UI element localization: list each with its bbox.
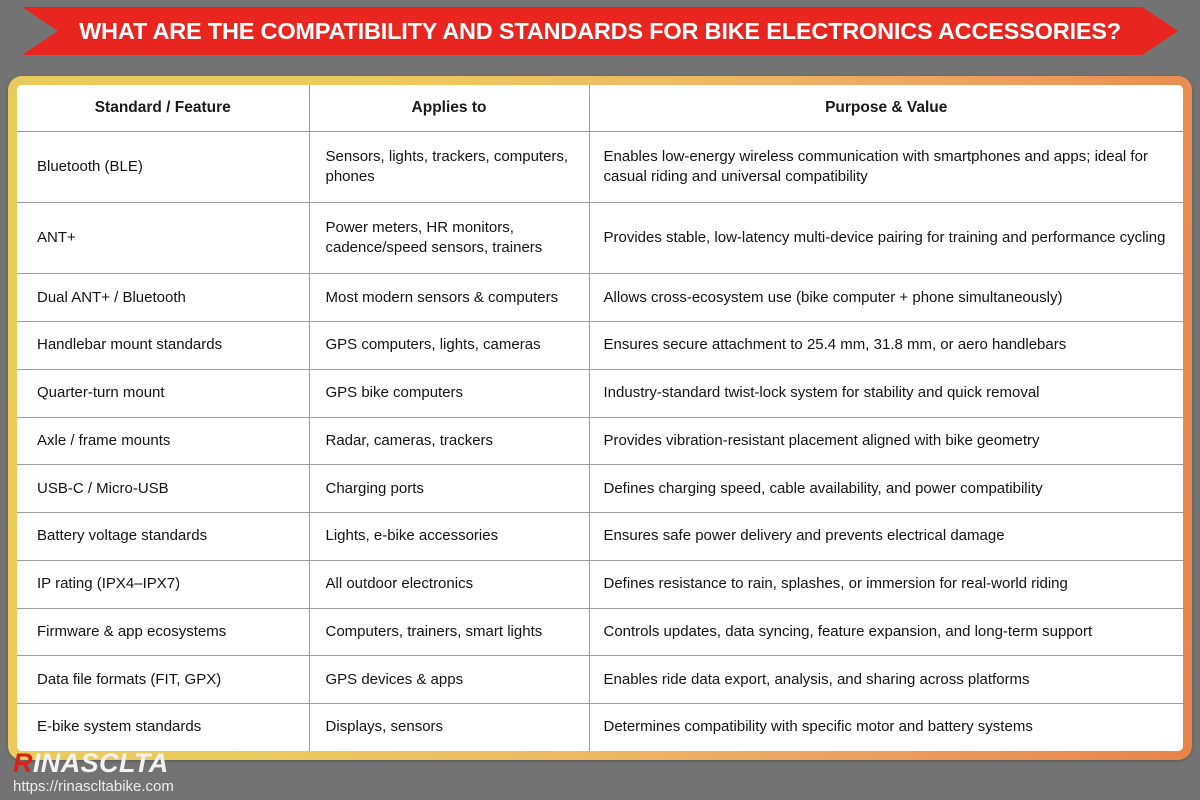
cell-standard: Firmware & app ecosystems: [17, 608, 309, 656]
cell-purpose: Enables low-energy wireless communication with smartphones and apps; ideal for casual riding and universal compatibility: [589, 132, 1183, 203]
table-card: [8, 76, 1192, 760]
cell-applies-to: GPS computers, lights, cameras: [309, 322, 589, 370]
cell-standard: Battery voltage standards: [17, 513, 309, 561]
cell-standard: Dual ANT+ / Bluetooth: [17, 274, 309, 322]
table-card-inner: [17, 85, 1183, 751]
cell-applies-to: Lights, e-bike accessories: [309, 513, 589, 561]
cell-applies-to: GPS bike computers: [309, 369, 589, 417]
cell-standard: Data file formats (FIT, GPX): [17, 656, 309, 704]
cell-standard: IP rating (IPX4–IPX7): [17, 560, 309, 608]
column-header-applies-to: Applies to: [309, 85, 589, 132]
cell-purpose: Controls updates, data syncing, feature expansion, and long-term support: [589, 608, 1183, 656]
cell-applies-to: Displays, sensors: [309, 704, 589, 751]
table-row: [17, 656, 1183, 704]
cell-applies-to: All outdoor electronics: [309, 560, 589, 608]
cell-applies-to: Most modern sensors & computers: [309, 274, 589, 322]
cell-applies-to: GPS devices & apps: [309, 656, 589, 704]
cell-purpose: Provides vibration-resistant placement aligned with bike geometry: [589, 417, 1183, 465]
cell-standard: E-bike system standards: [17, 704, 309, 751]
rinasclta-logo: [13, 750, 433, 777]
column-header-standard: Standard / Feature: [17, 85, 309, 132]
cell-purpose: Defines charging speed, cable availability, and power compatibility: [589, 465, 1183, 513]
table-row: [17, 560, 1183, 608]
site-url: https://rinascltabike.com: [13, 778, 174, 795]
table-row: [17, 203, 1183, 274]
cell-standard: Axle / frame mounts: [17, 417, 309, 465]
logo-wordmark: INASCLTA: [32, 748, 169, 778]
logo-mark-letter: R: [13, 748, 33, 778]
cell-purpose: Ensures secure attachment to 25.4 mm, 31.8 mm, or aero handlebars: [589, 322, 1183, 370]
footer-brand: [13, 750, 433, 798]
cell-purpose: Enables ride data export, analysis, and sharing across platforms: [589, 656, 1183, 704]
header-banner: [0, 7, 1200, 55]
table-row: [17, 513, 1183, 561]
standards-table: [17, 85, 1183, 751]
cell-purpose: Industry-standard twist-lock system for stability and quick removal: [589, 369, 1183, 417]
cell-purpose: Ensures safe power delivery and prevents electrical damage: [589, 513, 1183, 561]
table-row: [17, 417, 1183, 465]
cell-standard: ANT+: [17, 203, 309, 274]
table-header-row: [17, 85, 1183, 132]
cell-applies-to: Charging ports: [309, 465, 589, 513]
table-row: [17, 608, 1183, 656]
cell-applies-to: Power meters, HR monitors, cadence/speed sensors, trainers: [309, 203, 589, 274]
cell-applies-to: Computers, trainers, smart lights: [309, 608, 589, 656]
cell-standard: Bluetooth (BLE): [17, 132, 309, 203]
cell-purpose: Provides stable, low-latency multi-device pairing for training and performance cycling: [589, 203, 1183, 274]
table-header: [17, 85, 1183, 132]
table-body: [17, 132, 1183, 752]
cell-standard: Quarter-turn mount: [17, 369, 309, 417]
cell-applies-to: Radar, cameras, trackers: [309, 417, 589, 465]
cell-standard: USB-C / Micro-USB: [17, 465, 309, 513]
cell-purpose: Defines resistance to rain, splashes, or immersion for real-world riding: [589, 560, 1183, 608]
table-row: [17, 465, 1183, 513]
table-row: [17, 704, 1183, 751]
cell-purpose: Determines compatibility with specific motor and battery systems: [589, 704, 1183, 751]
table-row: [17, 132, 1183, 203]
cell-purpose: Allows cross-ecosystem use (bike computer + phone simultaneously): [589, 274, 1183, 322]
table-row: [17, 322, 1183, 370]
cell-applies-to: Sensors, lights, trackers, computers, phones: [309, 132, 589, 203]
page-title: WHAT ARE THE COMPATIBILITY AND STANDARDS FOR BIKE ELECTRONICS ACCESSORIES?: [79, 17, 1121, 44]
column-header-purpose: Purpose & Value: [589, 85, 1183, 132]
cell-standard: Handlebar mount standards: [17, 322, 309, 370]
table-row: [17, 369, 1183, 417]
table-row: [17, 274, 1183, 322]
